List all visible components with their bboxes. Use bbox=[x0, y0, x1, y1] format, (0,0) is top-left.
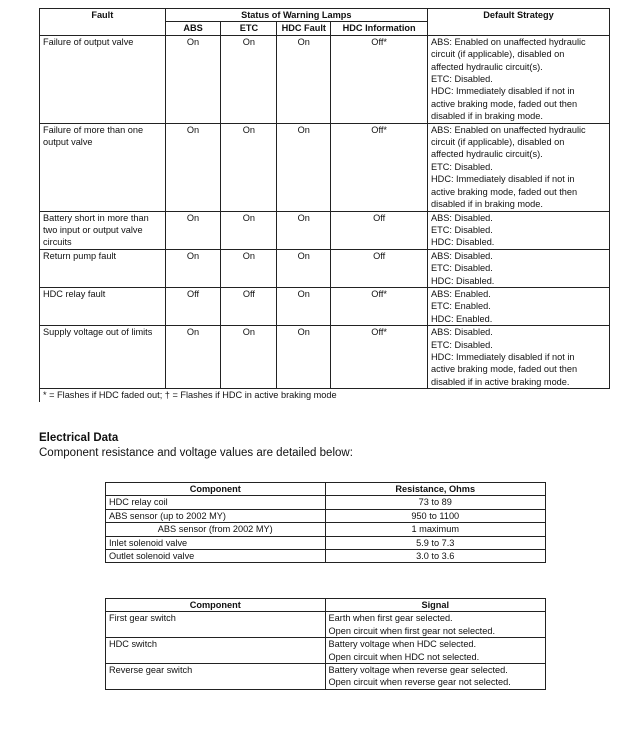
fault-row bbox=[40, 249, 610, 287]
fault-row bbox=[40, 123, 610, 211]
resistance-value-cell: 73 to 89 bbox=[325, 496, 546, 509]
hdc-info-lamp-cell: Off bbox=[331, 211, 428, 249]
hdc-fault-lamp-cell: On bbox=[277, 249, 331, 287]
signal-cell bbox=[325, 664, 545, 690]
fault-name-cell: Battery short in more than two input or output valve circuits bbox=[40, 211, 166, 249]
strategy-line: ETC: Disabled. bbox=[431, 339, 493, 350]
strategy-line: HDC: Immediately disabled if not in bbox=[431, 86, 575, 97]
res-col-header-component: Component bbox=[106, 483, 326, 496]
fault-name-cell: Return pump fault bbox=[40, 249, 166, 287]
fault-name-cell: Failure of output valve bbox=[40, 35, 166, 123]
strategy-line: affected hydraulic circuit(s). bbox=[431, 61, 543, 72]
strategy-line: affected hydraulic circuit(s). bbox=[431, 149, 543, 160]
etc-lamp-cell: On bbox=[221, 123, 277, 211]
fault-row bbox=[40, 326, 610, 389]
col-header-etc: ETC bbox=[221, 22, 277, 35]
component-cell: HDC relay coil bbox=[106, 496, 326, 509]
strategy-line: ABS: Disabled. bbox=[431, 212, 493, 223]
strategy-line: HDC: Enabled. bbox=[431, 313, 493, 324]
signal-line: Battery voltage when reverse gear selected. bbox=[328, 665, 508, 676]
component-cell: Reverse gear switch bbox=[106, 664, 326, 690]
signal-line: Battery voltage when HDC selected. bbox=[328, 639, 477, 650]
abs-lamp-cell: On bbox=[165, 35, 221, 123]
sig-col-header-signal: Signal bbox=[325, 599, 545, 612]
strategy-line: active braking mode, faded out then bbox=[431, 364, 578, 375]
hdc-fault-lamp-cell: On bbox=[277, 326, 331, 389]
sig-col-header-component: Component bbox=[106, 599, 326, 612]
strategy-cell bbox=[428, 326, 610, 389]
strategy-line: ETC: Enabled. bbox=[431, 301, 491, 312]
fault-row bbox=[40, 211, 610, 249]
fault-row bbox=[40, 287, 610, 325]
resistance-row bbox=[106, 523, 546, 536]
resistance-table bbox=[105, 482, 546, 563]
fault-status-table bbox=[39, 8, 610, 402]
hdc-fault-lamp-cell: On bbox=[277, 211, 331, 249]
hdc-info-lamp-cell: Off* bbox=[331, 123, 428, 211]
strategy-line: ETC: Disabled. bbox=[431, 263, 493, 274]
etc-lamp-cell: On bbox=[221, 326, 277, 389]
signal-table bbox=[105, 598, 546, 690]
resistance-value-cell: 5.9 to 7.3 bbox=[325, 536, 546, 549]
hdc-info-lamp-cell: Off* bbox=[331, 326, 428, 389]
col-header-strategy: Default Strategy bbox=[428, 9, 610, 36]
etc-lamp-cell: On bbox=[221, 211, 277, 249]
signal-row bbox=[106, 612, 546, 638]
abs-lamp-cell: Off bbox=[165, 287, 221, 325]
col-header-hdc-info: HDC Information bbox=[331, 22, 428, 35]
strategy-line: HDC: Immediately disabled if not in bbox=[431, 174, 575, 185]
strategy-line: HDC: Disabled. bbox=[431, 275, 495, 286]
strategy-line: ABS: Enabled on unaffected hydraulic bbox=[431, 124, 586, 135]
strategy-line: ABS: Disabled. bbox=[431, 327, 493, 338]
hdc-info-lamp-cell: Off* bbox=[331, 287, 428, 325]
abs-lamp-cell: On bbox=[165, 123, 221, 211]
strategy-line: circuit (if applicable), disabled on bbox=[431, 137, 565, 148]
col-header-status-group: Status of Warning Lamps bbox=[165, 9, 427, 22]
hdc-fault-lamp-cell: On bbox=[277, 123, 331, 211]
signal-row bbox=[106, 638, 546, 664]
footnote: * = Flashes if HDC faded out; † = Flashes if HDC in active braking mode bbox=[40, 389, 610, 402]
col-header-fault: Fault bbox=[40, 9, 166, 36]
fault-name-cell: HDC relay fault bbox=[40, 287, 166, 325]
abs-lamp-cell: On bbox=[165, 326, 221, 389]
signal-line: Earth when first gear selected. bbox=[328, 613, 453, 624]
res-col-header-value: Resistance, Ohms bbox=[325, 483, 546, 496]
strategy-line: ETC: Disabled. bbox=[431, 224, 493, 235]
fault-name-cell: Failure of more than one output valve bbox=[40, 123, 166, 211]
signal-line: Open circuit when first gear not selected. bbox=[328, 625, 495, 636]
abs-lamp-cell: On bbox=[165, 249, 221, 287]
hdc-fault-lamp-cell: On bbox=[277, 287, 331, 325]
etc-lamp-cell: On bbox=[221, 249, 277, 287]
signal-row bbox=[106, 664, 546, 690]
component-cell: Inlet solenoid valve bbox=[106, 536, 326, 549]
strategy-line: disabled if in braking mode. bbox=[431, 111, 543, 122]
strategy-cell bbox=[428, 211, 610, 249]
fault-row bbox=[40, 35, 610, 123]
resistance-value-cell: 3.0 to 3.6 bbox=[325, 550, 546, 563]
hdc-info-lamp-cell: Off* bbox=[331, 35, 428, 123]
col-header-abs: ABS bbox=[165, 22, 221, 35]
strategy-cell bbox=[428, 287, 610, 325]
resistance-row bbox=[106, 509, 546, 522]
signal-line: Open circuit when HDC not selected. bbox=[328, 651, 480, 662]
hdc-fault-lamp-cell: On bbox=[277, 35, 331, 123]
strategy-line: ETC: Disabled. bbox=[431, 161, 493, 172]
resistance-row bbox=[106, 496, 546, 509]
abs-lamp-cell: On bbox=[165, 211, 221, 249]
strategy-line: ABS: Enabled on unaffected hydraulic bbox=[431, 36, 586, 47]
strategy-line: disabled if in braking mode. bbox=[431, 199, 543, 210]
component-cell: Outlet solenoid valve bbox=[106, 550, 326, 563]
strategy-line: disabled if in active braking mode. bbox=[431, 376, 570, 387]
component-cell: ABS sensor (up to 2002 MY) bbox=[106, 509, 326, 522]
signal-cell bbox=[325, 612, 545, 638]
col-header-hdc-fault: HDC Fault bbox=[277, 22, 331, 35]
strategy-cell bbox=[428, 123, 610, 211]
resistance-value-cell: 950 to 1100 bbox=[325, 509, 546, 522]
strategy-cell bbox=[428, 249, 610, 287]
signal-line: Open circuit when reverse gear not selected. bbox=[328, 677, 511, 688]
component-cell: ABS sensor (from 2002 MY) bbox=[106, 523, 326, 536]
component-cell: HDC switch bbox=[106, 638, 326, 664]
strategy-line: ABS: Enabled. bbox=[431, 288, 491, 299]
resistance-row bbox=[106, 536, 546, 549]
strategy-line: circuit (if applicable), disabled on bbox=[431, 49, 565, 60]
section-intro: Component resistance and voltage values are detailed below: bbox=[39, 447, 353, 459]
strategy-line: HDC: Disabled. bbox=[431, 237, 495, 248]
component-cell: First gear switch bbox=[106, 612, 326, 638]
strategy-cell bbox=[428, 35, 610, 123]
strategy-line: ETC: Disabled. bbox=[431, 74, 493, 85]
strategy-line: HDC: Immediately disabled if not in bbox=[431, 351, 575, 362]
section-heading: Electrical Data bbox=[39, 432, 119, 444]
strategy-line: ABS: Disabled. bbox=[431, 250, 493, 261]
signal-cell bbox=[325, 638, 545, 664]
strategy-line: active braking mode, faded out then bbox=[431, 98, 578, 109]
resistance-value-cell: 1 maximum bbox=[325, 523, 546, 536]
hdc-info-lamp-cell: Off bbox=[331, 249, 428, 287]
fault-name-cell: Supply voltage out of limits bbox=[40, 326, 166, 389]
etc-lamp-cell: On bbox=[221, 35, 277, 123]
etc-lamp-cell: Off bbox=[221, 287, 277, 325]
resistance-row bbox=[106, 550, 546, 563]
strategy-line: active braking mode, faded out then bbox=[431, 186, 578, 197]
